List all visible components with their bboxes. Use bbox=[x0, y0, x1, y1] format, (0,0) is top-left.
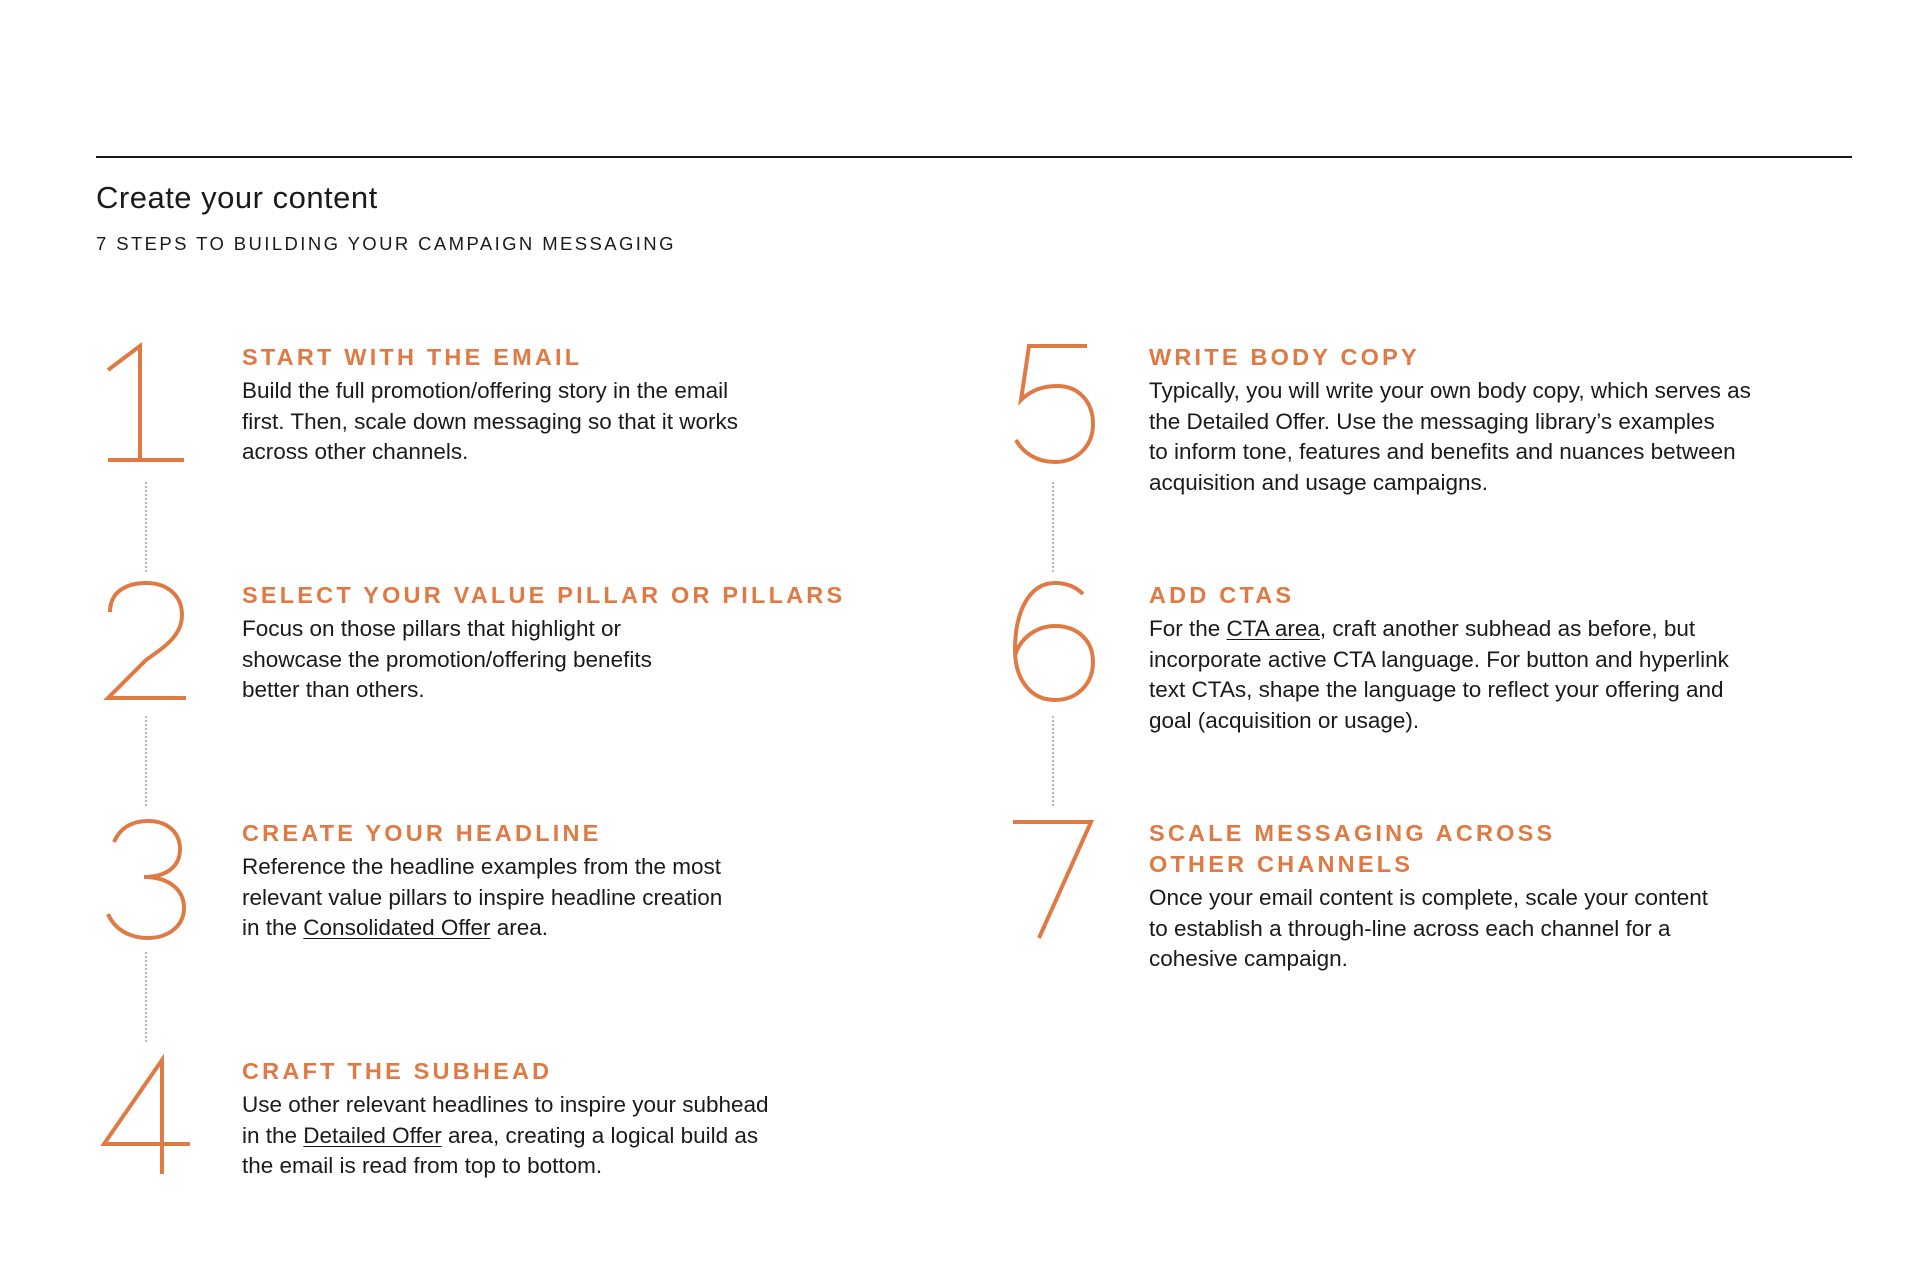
step-body-line bbox=[242, 376, 738, 407]
body-text: the Detailed Offer. Use the messaging library’s examples bbox=[1149, 408, 1715, 434]
step-heading bbox=[1149, 818, 1555, 880]
body-text: Reference the headline examples from the most bbox=[242, 854, 722, 879]
step-body-line bbox=[242, 913, 722, 944]
body-text: Build the full promotion/offering story in the email bbox=[242, 378, 729, 403]
body-text: area. bbox=[490, 915, 549, 941]
step-connector bbox=[145, 716, 147, 806]
body-text: cohesive campaign. bbox=[1149, 946, 1348, 972]
step-number-3 bbox=[96, 818, 196, 948]
body-text: in the bbox=[242, 915, 304, 941]
page-title: Create your content bbox=[96, 180, 378, 215]
step-heading-line: SELECT YOUR VALUE PILLAR OR PILLARS bbox=[242, 582, 846, 608]
step-5 bbox=[1003, 342, 1803, 572]
body-text: For the bbox=[1149, 616, 1227, 641]
step-body bbox=[1149, 883, 1708, 975]
step-numeral-7 bbox=[1003, 818, 1103, 948]
step-number-7 bbox=[1003, 818, 1103, 948]
step-body bbox=[242, 1090, 769, 1182]
body-text: , craft another subhead as before, but bbox=[1319, 616, 1696, 641]
step-body-line bbox=[242, 852, 722, 883]
body-text: acquisition and usage campaigns. bbox=[1149, 470, 1488, 496]
body-text: Once your email content is complete, scale your content bbox=[1149, 885, 1709, 910]
step-heading-line: ADD CTAS bbox=[1149, 582, 1295, 608]
step-number-4 bbox=[96, 1056, 196, 1186]
body-text: in the bbox=[242, 1122, 304, 1148]
step-heading bbox=[1149, 580, 1294, 611]
step-6 bbox=[1003, 580, 1803, 810]
body-text: showcase the promotion/offering benefits bbox=[242, 646, 652, 672]
body-text: Use other relevant headlines to inspire your subhead bbox=[242, 1092, 769, 1117]
step-body bbox=[1149, 376, 1751, 499]
step-heading-line: SCALE MESSAGING ACROSS bbox=[1149, 820, 1556, 846]
step-heading-line: CREATE YOUR HEADLINE bbox=[242, 820, 602, 846]
step-heading-line: CRAFT THE SUBHEAD bbox=[242, 1058, 553, 1084]
step-heading-line: WRITE BODY COPY bbox=[1149, 344, 1420, 370]
step-heading bbox=[242, 580, 845, 611]
step-body-line bbox=[242, 645, 652, 676]
step-body-line bbox=[1149, 914, 1708, 945]
step-body bbox=[1149, 614, 1729, 737]
step-numeral-5 bbox=[1003, 342, 1103, 472]
step-connector bbox=[1052, 716, 1054, 806]
step-numeral-4 bbox=[96, 1056, 196, 1186]
body-text: relevant value pillars to inspire headline creation bbox=[242, 884, 723, 910]
link-cta-area[interactable]: CTA area bbox=[1226, 616, 1320, 641]
step-body-line bbox=[1149, 614, 1729, 645]
page-subtitle: 7 STEPS TO BUILDING YOUR CAMPAIGN MESSAGING bbox=[96, 233, 676, 254]
body-text: goal (acquisition or usage). bbox=[1149, 708, 1420, 734]
step-connector bbox=[145, 952, 147, 1042]
step-1 bbox=[96, 342, 896, 572]
step-body-line bbox=[1149, 468, 1751, 499]
step-body-line bbox=[1149, 883, 1708, 914]
body-text: area, creating a logical build as bbox=[441, 1122, 759, 1148]
step-numeral-3 bbox=[96, 818, 196, 948]
step-number-2 bbox=[96, 580, 196, 710]
step-number-5 bbox=[1003, 342, 1103, 472]
step-body-line bbox=[242, 883, 722, 914]
step-connector bbox=[145, 482, 147, 572]
body-text: incorporate active CTA language. For button and hyperlink bbox=[1149, 646, 1729, 672]
step-body bbox=[242, 852, 722, 944]
body-text: Typically, you will write your own body copy, which serves as bbox=[1149, 378, 1751, 403]
header-divider bbox=[96, 156, 1852, 158]
body-text: better than others. bbox=[242, 677, 425, 703]
step-heading bbox=[242, 342, 582, 373]
body-text: the email is read from top to bottom. bbox=[242, 1153, 603, 1179]
step-body-line bbox=[242, 675, 652, 706]
step-body-line bbox=[242, 614, 652, 645]
body-text: across other channels. bbox=[242, 439, 469, 465]
step-body-line bbox=[1149, 437, 1751, 468]
step-body-line bbox=[1149, 944, 1708, 975]
step-numeral-2 bbox=[96, 580, 196, 710]
step-heading bbox=[1149, 342, 1420, 373]
step-body-line bbox=[1149, 407, 1751, 438]
step-heading bbox=[242, 1056, 552, 1087]
step-body-line bbox=[1149, 675, 1729, 706]
step-body-line bbox=[242, 437, 738, 468]
body-text: to establish a through-line across each channel for a bbox=[1149, 915, 1671, 941]
step-body-line bbox=[242, 1090, 769, 1121]
step-body bbox=[242, 376, 738, 468]
step-3 bbox=[96, 818, 896, 1048]
step-numeral-6 bbox=[1003, 580, 1103, 710]
step-numeral-1 bbox=[96, 342, 196, 472]
step-number-1 bbox=[96, 342, 196, 472]
step-number-6 bbox=[1003, 580, 1103, 710]
step-body-line bbox=[1149, 376, 1751, 407]
link-consolidated-offer[interactable]: Consolidated Offer bbox=[303, 915, 491, 941]
body-text: text CTAs, shape the language to reflect your offering and bbox=[1149, 677, 1724, 703]
step-body-line bbox=[242, 1121, 769, 1152]
step-body-line bbox=[1149, 645, 1729, 676]
step-heading bbox=[242, 818, 602, 849]
step-body-line bbox=[1149, 706, 1729, 737]
step-4 bbox=[96, 1056, 896, 1286]
step-heading-line: START WITH THE EMAIL bbox=[242, 344, 583, 370]
body-text: first. Then, scale down messaging so that it works bbox=[242, 408, 739, 434]
body-text: Focus on those pillars that highlight or bbox=[242, 616, 621, 641]
step-2 bbox=[96, 580, 896, 810]
step-body bbox=[242, 614, 652, 706]
step-body-line bbox=[242, 1151, 769, 1182]
step-connector bbox=[1052, 482, 1054, 572]
link-detailed-offer[interactable]: Detailed Offer bbox=[303, 1122, 442, 1148]
step-body-line bbox=[242, 407, 738, 438]
body-text: to inform tone, features and benefits and nuances between bbox=[1149, 439, 1736, 465]
step-heading-line: OTHER CHANNELS bbox=[1149, 851, 1414, 877]
step-7 bbox=[1003, 818, 1803, 1048]
